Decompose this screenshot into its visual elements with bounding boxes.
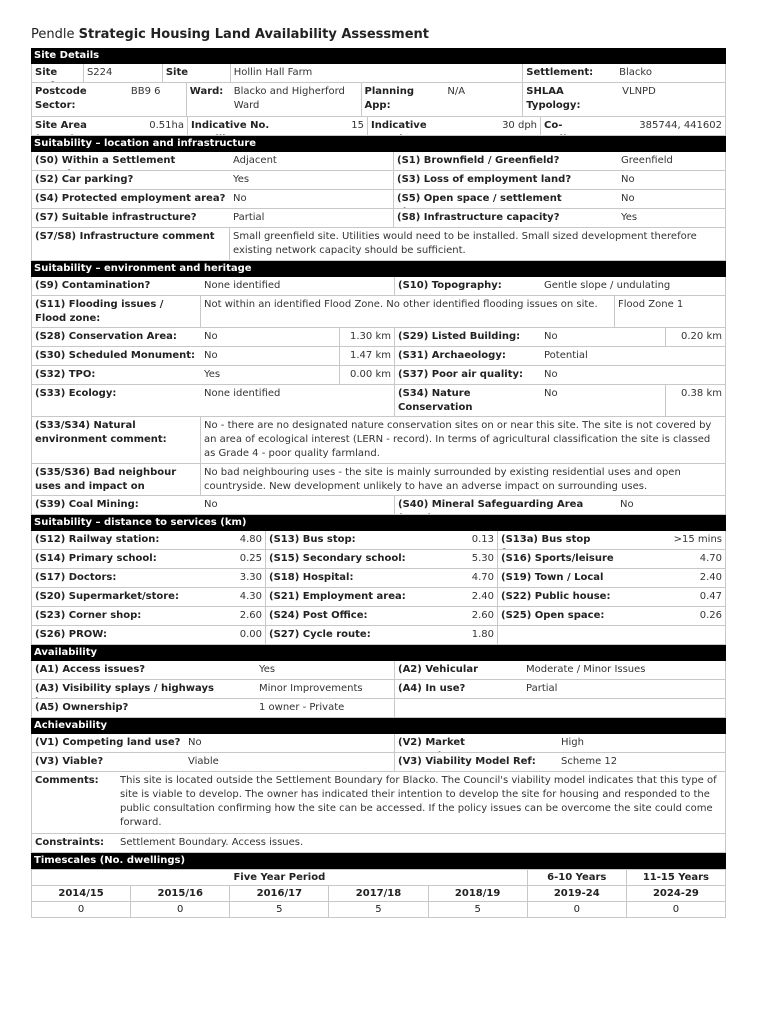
v3-ref-label: (V3) Viability Model Ref: [398,756,536,767]
bad-neighbour-label: (S35/S36) Bad neighbour uses and impact on [32,464,201,495]
s29-label: (S29) Listed Building: [398,331,521,342]
s33-value: None identified [201,385,395,416]
service-label: (S17) Doctors: [35,572,117,583]
s5-label: (S5) Open space / settlement [397,193,562,204]
s11-label: (S11) Flooding issues / Flood zone: [32,296,201,327]
year-header: 2016/17 [230,886,329,902]
s29-distance: 0.20 km [666,328,726,346]
service-distance: 2.60 [204,607,266,625]
infrastructure-comment-value: Small greenfield site. Utilities would need to be installed. Small sized development therefore existing network capacity should be sufficient. [230,228,726,260]
service-label: (S21) Employment area: [269,591,406,602]
section-services: Suitability – distance to services (km) [31,515,726,531]
five-year-period-header: Five Year Period [32,870,528,886]
site-area-row [31,117,726,136]
s31-value: Potential [541,347,726,365]
dwelling-count: 0 [131,902,230,918]
ward-value: Blacko and Higherford Ward [231,83,362,116]
site-name-label: Site [162,64,231,82]
s1-label: (S1) Brownfield / Greenfield? [397,155,560,166]
years-row [32,886,726,902]
comments-value: This site is located outside the Settlement Boundary for Blacko. The Council's viability model indicates that this type of site is viable to develop. The owner has indicated their intention to develop the site for housing and responded to the public consultation confirming how the site can be accessed. If the policy issues can be overcome the site could come forward. [117,772,726,833]
service-label: (S25) Open space: [501,610,605,621]
service-label: (S16) Sports/leisure [501,553,614,564]
s4-row [31,190,726,209]
document-title [31,27,429,42]
bad-neighbour-value: No bad neighbouring uses - the site is mainly surrounded by existing residential uses and open countryside. New development unlikely to have an adverse impact on surrounding uses. [201,464,726,495]
infrastructure-comment-row [31,228,726,261]
site-name-value: Hollin Hall Farm [231,64,524,82]
v2-value: High [558,734,726,752]
service-label: (S19) Town / Local [501,572,604,583]
s10-label: (S10) Topography: [398,280,502,291]
a4-label: (A4) In use? [398,683,466,694]
s7-label: (S7) Suitable infrastructure? [35,212,197,223]
site-area-label: Site Area [35,120,87,131]
s9-label: (S9) Contamination? [35,280,151,291]
a2-value: Moderate / Minor Issues [523,661,726,679]
s0-value: Adjacent [230,152,394,170]
a1-value: Yes [256,661,395,679]
section-achievability: Achievability [31,718,726,734]
services-row [31,588,726,607]
s4-value: No [230,190,394,208]
a4-value: Partial [523,680,726,698]
s0-label: (S0) Within a Settlement [35,155,176,166]
service-distance: 0.26 [642,607,726,625]
s39-value: No [201,496,395,514]
a1-row [31,661,726,680]
s5-value: No [618,190,726,208]
s37-value: No [541,366,726,384]
a3-value: Minor Improvements [256,680,395,698]
s32-distance: 0.00 km [340,366,395,384]
s34-label: (S34) Nature Conservation [398,388,473,413]
coordinates-value: 385744, 441602 [619,117,726,135]
v3-row [31,753,726,772]
s9-row [31,277,726,296]
s28-row [31,328,726,347]
typology-label: SHLAA Typology: [526,86,581,111]
service-distance: 0.13 [434,531,498,549]
infrastructure-comment-label: (S7/S8) Infrastructure comment [32,228,230,260]
dwelling-count: 0 [32,902,131,918]
s34-distance: 0.38 km [666,385,726,416]
postcode-value: BB9 6 [128,83,187,116]
s2-row [31,171,726,190]
a5-label: (A5) Ownership? [35,702,129,713]
settlement-value: Blacko [616,64,726,82]
constraints-value: Settlement Boundary. Access issues. [117,834,726,852]
comments-row [31,772,726,834]
s40-label: (S40) Mineral Safeguarding Area [398,499,584,510]
services-row [31,569,726,588]
planning-app-value: N/A [444,83,523,116]
service-label: (S20) Supermarket/store: [35,591,179,602]
s8-label: (S8) Infrastructure capacity? [397,212,560,223]
s8-value: Yes [618,209,726,227]
a5-row [31,699,726,718]
service-distance: >15 mins [642,531,726,549]
s2-value: Yes [230,171,394,189]
year-header: 2019-24 [527,886,626,902]
site-ref-row [31,64,726,83]
v3-label: (V3) Viable? [35,756,104,767]
s7-value: Partial [230,209,394,227]
assessment-sheet [31,48,726,918]
s34-value: No [541,385,666,416]
year-header: 2018/19 [428,886,527,902]
s28-distance: 1.30 km [340,328,395,346]
comments-label: Comments: [35,775,99,786]
service-label: (S22) Public house: [501,591,611,602]
density-value: 30 dph [475,117,541,135]
constraints-row [31,834,726,853]
dwellings-label: Indicative No. [191,120,270,131]
s1-value: Greenfield [618,152,726,170]
year-header: 2015/16 [131,886,230,902]
s3-value: No [618,171,726,189]
s11-row [31,296,726,328]
dwellings-row [32,902,726,918]
s39-label: (S39) Coal Mining: [35,499,139,510]
density-label: Indicative [371,120,427,131]
s29-value: No [541,328,666,346]
service-distance: 0.47 [642,588,726,606]
site-area-value: 0.51ha [130,117,188,135]
service-empty-value [642,626,726,644]
service-label: (S13a) Bus stop [501,534,591,545]
site-ref-label: Site [32,64,84,82]
service-label: (S27) Cycle route: [269,629,371,640]
section-site-details: Site Details [31,48,726,64]
service-distance: 2.40 [642,569,726,587]
year-header: 2014/15 [32,886,131,902]
service-label: (S24) Post Office: [269,610,368,621]
planning-app-label: Planning App: [364,86,414,111]
services-row [31,607,726,626]
v1-row [31,734,726,753]
postcode-label: Postcode Sector: [35,86,87,111]
timescales-table [31,869,726,918]
s2-label: (S2) Car parking? [35,174,134,185]
service-label: (S12) Railway station: [35,534,160,545]
bad-neighbour-row [31,464,726,496]
a5-value: 1 owner - Private [256,699,395,717]
constraints-label: Constraints: [35,837,105,848]
s7-row [31,209,726,228]
s33-label: (S33) Ecology: [35,388,117,399]
dwelling-count: 0 [527,902,626,918]
section-availability: Availability [31,645,726,661]
s33-row [31,385,726,417]
s32-value: Yes [201,366,340,384]
v3-ref-value: Scheme 12 [558,753,726,771]
year-header: 2024-29 [626,886,725,902]
s30-label: (S30) Scheduled Monument: [35,350,196,361]
s39-row [31,496,726,515]
ward-label: Ward: [189,86,224,97]
a3-row [31,680,726,699]
title-main: Strategic Housing Land Availability Assessment [78,27,429,42]
natural-environment-value: No - there are no designated nature conservation sites on or near this site. The site is not covered by an area of ecological interest (LERN - record). In terms of agricultural classification the site is classed as Grade 4 - poor quality farmland. [201,417,726,463]
s30-row [31,347,726,366]
service-distance: 3.30 [204,569,266,587]
v2-label: (V2) Market [398,737,465,748]
service-distance: 4.70 [642,550,726,568]
settlement-label: Settlement: [526,67,594,78]
section-environment: Suitability – environment and heritage [31,261,726,277]
s9-value: None identified [201,277,395,295]
section-timescales: Timescales (No. dwellings) [31,853,726,869]
a5-empty [395,699,726,717]
v3-value: Viable [185,753,395,771]
service-label: (S15) Secondary school: [269,553,406,564]
v1-label: (V1) Competing land use? [35,737,181,748]
service-distance: 2.60 [434,607,498,625]
service-empty-label [498,626,642,644]
dwelling-count: 0 [626,902,725,918]
service-label: (S14) Primary school: [35,553,157,564]
service-distance: 1.80 [434,626,498,644]
s32-label: (S32) TPO: [35,369,96,380]
s40-value: No [617,496,726,514]
a2-label: (A2) Vehicular [398,664,478,675]
service-distance: 4.30 [204,588,266,606]
typology-value: VLNPD [619,83,726,116]
natural-environment-label: (S33/S34) Natural environment comment: [32,417,201,463]
six-ten-years-header: 6-10 Years [527,870,626,886]
service-label: (S26) PROW: [35,629,107,640]
service-label: (S18) Hospital: [269,572,354,583]
eleven-fifteen-years-header: 11-15 Years [626,870,725,886]
service-distance: 5.30 [434,550,498,568]
flood-zone-value: Flood Zone 1 [615,296,726,327]
services-row [31,550,726,569]
s3-label: (S3) Loss of employment land? [397,174,572,185]
service-distance: 0.25 [204,550,266,568]
section-location: Suitability – location and infrastructure [31,136,726,152]
a1-label: (A1) Access issues? [35,664,146,675]
s11-value: Not within an identified Flood Zone. No other identified flooding issues on site. [201,296,615,327]
dwellings-value: 15 [328,117,368,135]
period-header-row [32,870,726,886]
s0-row [31,152,726,171]
a3-label: (A3) Visibility splays / highways [35,683,214,694]
s31-label: (S31) Archaeology: [398,350,506,361]
dwelling-count: 5 [230,902,329,918]
postcode-row [31,83,726,117]
s28-value: No [201,328,340,346]
s4-label: (S4) Protected employment area? [35,193,226,204]
services-grid [31,531,726,645]
s28-label: (S28) Conservation Area: [35,331,177,342]
natural-environment-row [31,417,726,464]
coordinates-label: Co- [544,120,563,131]
year-header: 2017/18 [329,886,428,902]
service-distance: 4.80 [204,531,266,549]
s10-value: Gentle slope / undulating [541,277,726,295]
dwelling-count: 5 [329,902,428,918]
title-prefix: Pendle [31,27,75,42]
dwelling-count: 5 [428,902,527,918]
service-label: (S23) Corner shop: [35,610,142,621]
services-row [31,531,726,550]
s32-row [31,366,726,385]
service-label: (S13) Bus stop: [269,534,356,545]
v1-value: No [185,734,395,752]
s30-distance: 1.47 km [340,347,395,365]
service-distance: 2.40 [434,588,498,606]
s30-value: No [201,347,340,365]
service-distance: 0.00 [204,626,266,644]
s37-label: (S37) Poor air quality: [398,369,523,380]
services-row [31,626,726,645]
service-distance: 4.70 [434,569,498,587]
site-ref-value: S224 [86,67,113,78]
